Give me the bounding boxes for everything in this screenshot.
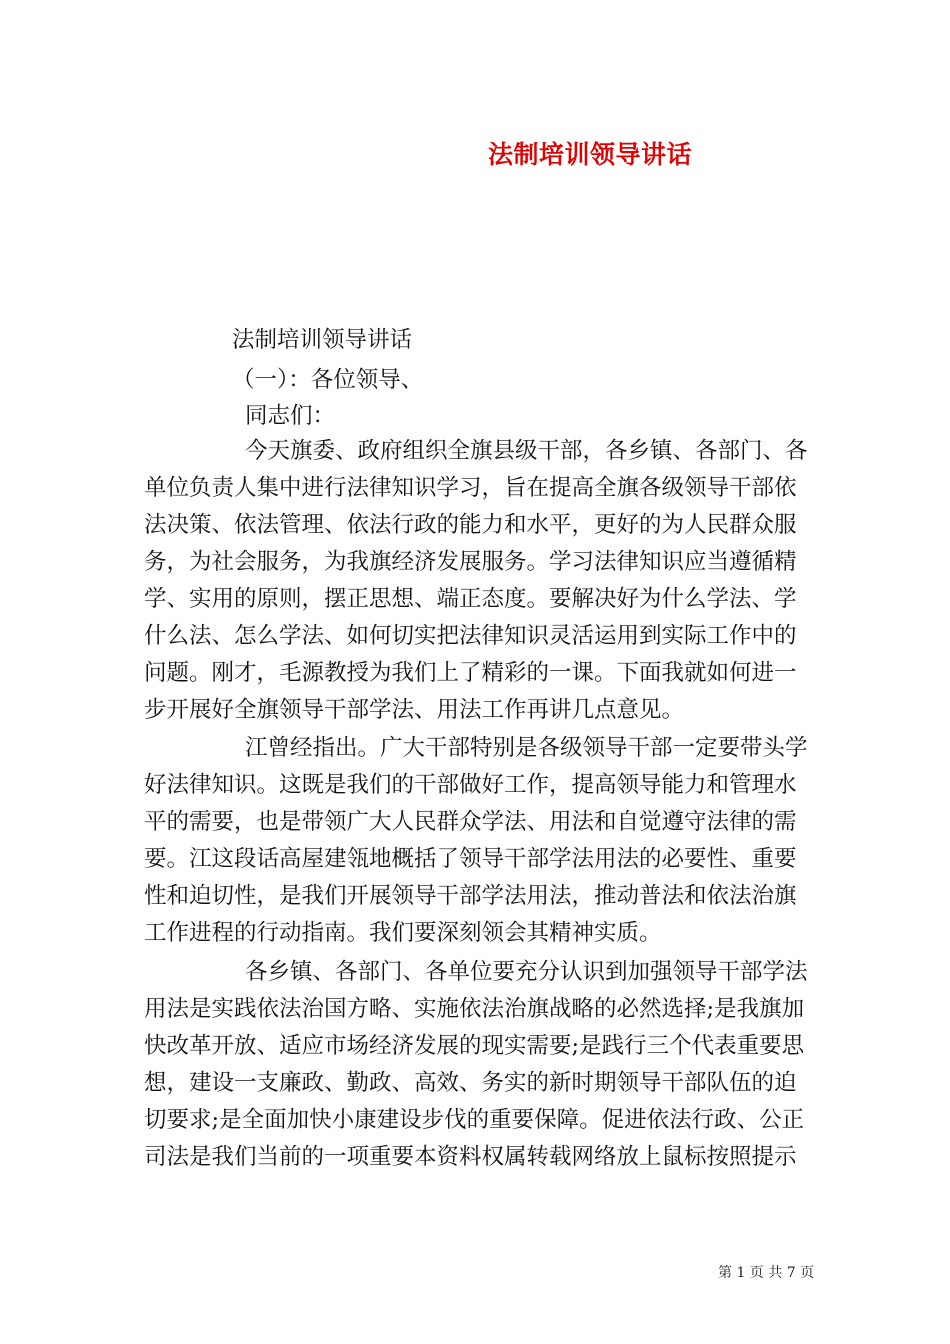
- paragraph-line: 性和迫切性，是我们开展领导干部学法用法，推动普法和依法治旗: [144, 883, 797, 909]
- paragraph-line: 法决策、依法管理、依法行政的能力和水平，更好的为人民群众服: [144, 512, 797, 538]
- paragraph-line: 想，建设一支廉政、勤政、高效、务实的新时期领导干部队伍的迫: [144, 1070, 797, 1096]
- paragraph-line: 各乡镇、各部门、各单位要充分认识到加强领导干部学法: [245, 959, 808, 985]
- paragraph-line: 用法是实践依法治国方略、实施依法治旗战略的必然选择;是我旗加: [144, 996, 805, 1022]
- paragraph-line: 司法是我们当前的一项重要本资料权属转载网络放上鼠标按照提示: [144, 1144, 797, 1170]
- document-title: 法制培训领导讲话: [488, 140, 693, 169]
- paragraph-line: 好法律知识。这既是我们的干部做好工作，提高领导能力和管理水: [144, 772, 797, 798]
- paragraph-line: 要。江这段话高屋建瓴地概括了领导干部学法用法的必要性、重要: [144, 846, 797, 872]
- paragraph-line: 步开展好全旗领导干部学法、用法工作再讲几点意见。: [144, 697, 685, 723]
- document-subtitle: 法制培训领导讲话: [232, 327, 413, 353]
- paragraph-line: 平的需要，也是带领广大人民群众学法、用法和自觉遵守法律的需: [144, 809, 797, 835]
- salutation-line: 同志们：: [245, 403, 336, 429]
- page-number-indicator: 第 1 页 共 7 页: [718, 1265, 815, 1281]
- paragraph-line: 问题。刚才，毛源教授为我们上了精彩的一课。下面我就如何进一: [144, 660, 797, 686]
- paragraph-line: 单位负责人集中进行法律知识学习，旨在提高全旗各级领导干部依: [144, 475, 797, 501]
- paragraph-line: 学、实用的原则，摆正思想、端正态度。要解决好为什么学法、学: [144, 586, 797, 612]
- paragraph-line: 快改革开放、适应市场经济发展的现实需要;是践行三个代表重要思: [144, 1033, 805, 1059]
- paragraph-line: 工作进程的行动指南。我们要深刻领会其精神实质。: [144, 920, 662, 946]
- paragraph-line: 什么法、怎么学法、如何切实把法律知识灵活运用到实际工作中的: [144, 623, 797, 649]
- paragraph-line: 江曾经指出。广大干部特别是各级领导干部一定要带头学: [245, 735, 808, 761]
- paragraph-line: 切要求;是全面加快小康建设步伐的重要保障。促进依法行政、公正: [144, 1107, 805, 1133]
- paragraph-line: 今天旗委、政府组织全旗县级干部，各乡镇、各部门、各: [245, 438, 808, 464]
- paragraph-line: 务，为社会服务，为我旗经济发展服务。学习法律知识应当遵循精: [144, 549, 797, 575]
- salutation-line: （一）：各位领导、: [232, 367, 424, 393]
